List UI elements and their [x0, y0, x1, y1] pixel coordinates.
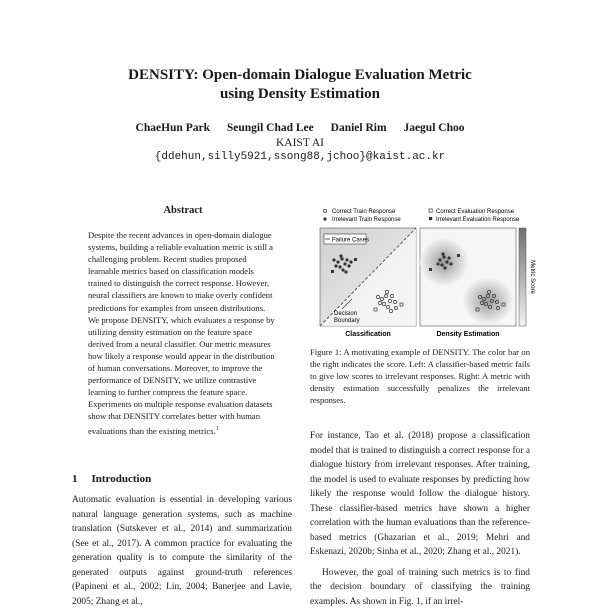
legend-irrelevant-train: Irrelevant Train Response [332, 217, 401, 223]
legend-irrelevant-train-icon [323, 217, 326, 220]
panel-label-density: Density Estimation [436, 331, 499, 338]
classification-panel [320, 228, 416, 338]
author-4: Jaegul Choo [403, 122, 464, 134]
decision-label-2: Boundary [334, 318, 360, 324]
author-2: Seungil Chad Lee [227, 122, 314, 134]
abstract-body [88, 229, 278, 436]
right-column-text [310, 429, 530, 609]
abstract-text: Despite the recent advances in open-domain dialogue systems, building a reliable evaluation metric is still a challenging problem. Recent studies proposed learnable metrics based on classification models trained to distinguish the correct response. However, neural classifiers are known to make overly confident predictions for examples from unseen distributions. We propose DENSITY, which evaluates a response by utilizing density estimation on the feature space derived from a neural classifier. Our metric measures how likely a response would appear in the distribution of human conversations. Moreover, to improve the performance of DENSITY, we utilize contrastive learning to further compress the feature space. Experiments on multiple response evaluation datasets show that DENSITY correlates better with human evaluations than the existing metrics. [88, 230, 275, 435]
figure-1-caption-text: Figure 1: A motivating example of DENSITY. The color bar on the right indicates the score. Left: A classifier-based metric fails to give low scores to irrelevant responses. Right: A metric with density estimation successfully penalizes the irrelevant responses. [310, 346, 530, 406]
author-1: ChaeHun Park [136, 122, 210, 134]
figure-1 [312, 204, 534, 340]
author-emails: {ddehun,silly5921,ssong88,jchoo}@kaist.ac.kr [0, 151, 600, 163]
title-line-2: using Density Estimation [0, 85, 600, 104]
author-3: Daniel Rim [331, 122, 387, 134]
introduction-text [72, 493, 292, 609]
footnote-mark: 1 [216, 426, 219, 432]
abstract-heading: Abstract [88, 205, 278, 216]
right-paragraph-1: For instance, Tao et al. (2018) propose a classification model that is trained to distinguish a correct response for a dialogue history from irrelevant responses. After training, the model is used to evaluate responses by predicting how likely the response would follow the dialogue history. These classifier-based metrics have shown a higher correlation with the human evaluations than the reference-based metrics (Ghazarian et al., 2019; Mehri and Eskenazi, 2020b; Sinha et al., 2020; Zhang et al., 2021). [310, 429, 530, 560]
figure-1-graphic [312, 204, 534, 340]
panel-label-classification: Classification [345, 331, 391, 338]
legend-irrelevant-eval-icon [429, 217, 432, 220]
figure-1-caption [310, 346, 530, 406]
failure-cases-label: Failure Cases [332, 238, 369, 244]
section-title: Introduction [92, 473, 152, 485]
paper-title [0, 66, 600, 104]
affiliation: KAIST AI [0, 137, 600, 149]
title-line-1: DENSITY: Open-domain Dialogue Evaluation Metric [0, 66, 600, 85]
colorbar-label: Metric Score [529, 260, 535, 294]
author-list [0, 122, 600, 134]
section-heading-introduction [72, 473, 292, 485]
section-number: 1 [72, 473, 78, 485]
legend-irrelevant-eval: Irrelevant Evaluation Response [436, 217, 520, 223]
decision-label-1: Decision [334, 311, 357, 317]
legend-correct-eval: Correct Evaluation Response [436, 209, 515, 215]
density-estimation-panel [420, 228, 516, 338]
legend-correct-train: Correct Train Response [332, 209, 396, 215]
introduction-paragraph: Automatic evaluation is essential in developing various natural language generation systems, such as machine translation (Sutskever et al., 2014) and summarization (See et al., 2017). A common practice for evaluating the generation quality is to compute the similarity of the generated outputs against ground-truth references (Papineni et al., 2002; Lin, 2004; Banerjee and Lavie, 2005; Zhang et al., [72, 493, 292, 609]
score-colorbar [519, 228, 526, 326]
right-paragraph-2: However, the goal of training such metrics is to find the decision boundary of classifying the training examples. As shown in Fig. 1, if an irrel- [310, 566, 530, 609]
